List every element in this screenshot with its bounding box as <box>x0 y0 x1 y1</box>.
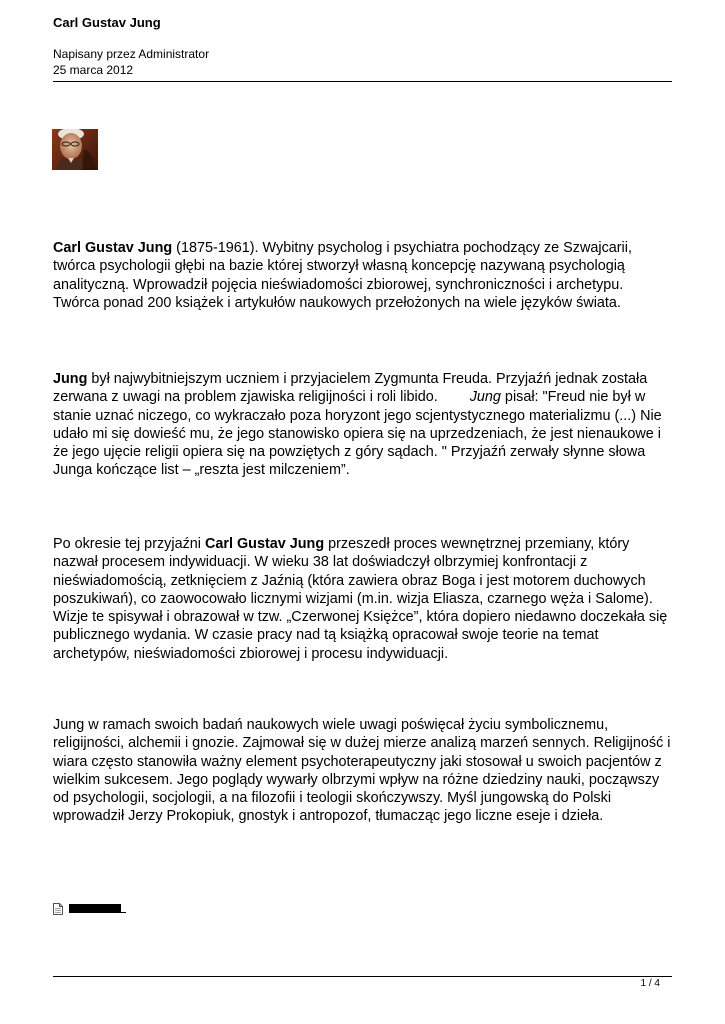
paragraph-intro <box>53 239 673 312</box>
paragraph-text: (1875-1961). Wybitny psycholog i psychiatra pochodzący ze Szwajcarii, twórca psychologii głębi na bazie której stworzył własną koncepcję nazywaną psychologią analityczną. Wprowadził pojęcia nieświadomości zbiorowej, synchroniczności i archetypu. Twórca ponad 200 książek i artykułów naukowych przełożonych na wiele języków świata. <box>53 240 632 311</box>
paragraph-freud <box>53 370 673 480</box>
author-line: Napisany przez Administrator <box>53 47 210 61</box>
paragraph-text: Jung w ramach swoich badań naukowych wiele uwagi poświęcał życiu symbolicznemu, religijności, alchemii i gnozie. Zajmował się w dużej mierze analizą marzeń sennych. Religijność i wiara często stanowiła ważny element psychoterapeutyczny jaki stosował u swoich pacjentów z wielkim sukcesem. Jego poglądy wywarły olbrzymi wpływ na różne dziedziny nauki, począwszy od psychologii, socjologii, a na filozofii i teologii skończywszy. Myśl jungowską do Polski wprowadził Jerzy Prokopiuk, gnostyk i antropozof, tłumacząc jego liczne eseje i dzieła. <box>53 717 671 825</box>
publish-date: 25 marca 2012 <box>53 63 134 77</box>
footer-divider <box>53 976 672 977</box>
paragraph-research <box>53 716 673 826</box>
page-number: 1 / 4 <box>640 978 660 989</box>
bold-name: Carl Gustav Jung <box>53 240 173 256</box>
portrait-image <box>52 129 98 170</box>
link-underline <box>69 912 126 913</box>
document-title: Carl Gustav Jung <box>53 15 161 30</box>
header-divider <box>53 81 672 82</box>
bold-name: Carl Gustav Jung <box>204 536 325 552</box>
bold-name: Jung <box>53 371 88 387</box>
file-icon <box>53 902 63 914</box>
paragraph-text: był najwybitniejszym uczniem i przyjacielem Zygmunta Freuda. Przyjaźń jednak została zerwana z uwagi na problem zjawiska religijności i roli libido. <box>53 371 648 406</box>
redacted-link-text[interactable] <box>69 904 121 912</box>
italic-name: Jung <box>469 389 501 406</box>
paragraph-text: przeszedł proces wewnętrznej przemiany, który nazwał procesem indywiduacji. W wieku 38 lat doświadczył olbrzymiej konfrontacji z nieświadomością, zetknięciem z Jaźnią (która zawiera obraz Boga i jest motorem duchowych poszukiwań), co zaowocowało licznymi wizjami (m.in. wizja Eliasza, czarnego węża i Salome). Wizje te spisywał i obrazował w tzw. „Czerwonej Księżce”, która dopiero niedawno doczekała się publicznego wydania. W czasie pracy nad tą książką opracował swoje teorie na temat archetypów, nieświadomości zbiorowej i procesu indywiduacji. <box>53 536 668 662</box>
paragraph-individuation <box>53 535 673 663</box>
paragraph-text: pisał: "Freud nie był w stanie uznać niczego, co wykraczało poza horyzont jego scjentystycznego materializmu (...) Nie udało mi się dowieść mu, że jego stanowisko opiera się na uprzedzeniach, że jest nienaukowe i że jego ujęcie religii opiera się na powziętych z góry sądach. " Przyjaźń zerwały słynne słowa Junga kończące list – „reszta jest milczeniem”. <box>53 389 662 479</box>
paragraph-text: Po okresie tej przyjaźni <box>53 536 205 552</box>
